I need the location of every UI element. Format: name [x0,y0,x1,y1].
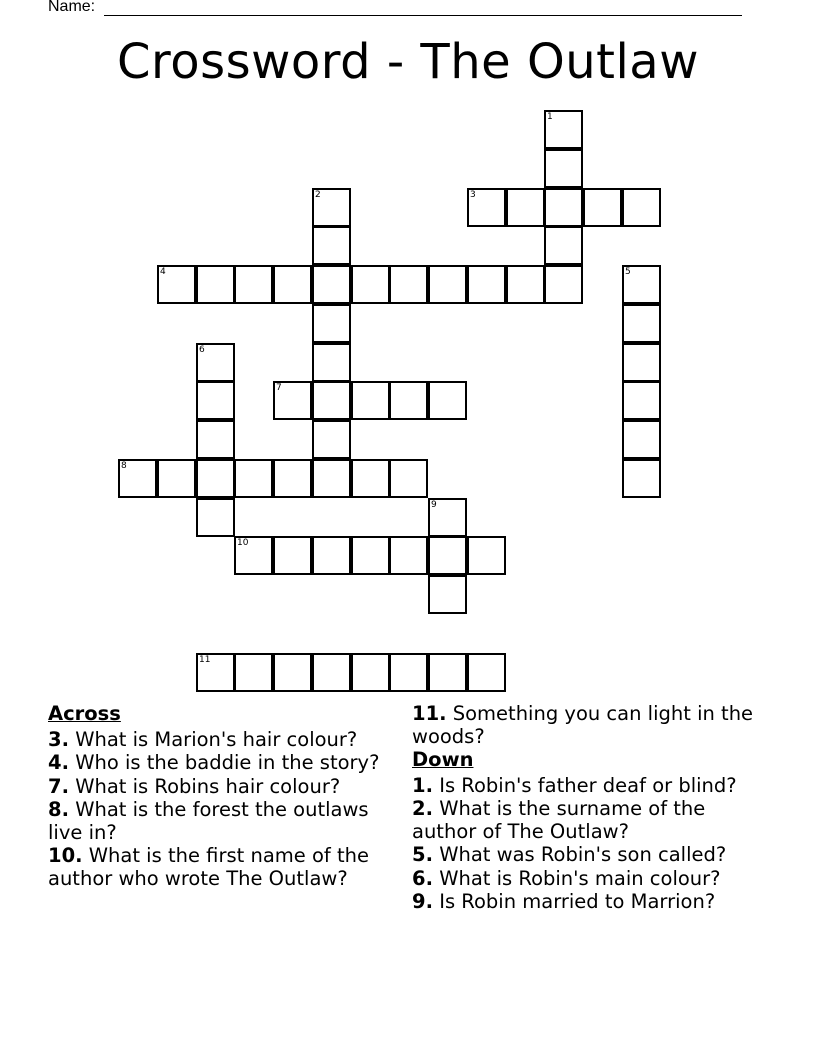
grid-cell[interactable] [544,265,583,304]
cell-number: 9 [431,500,437,510]
grid-cell[interactable] [157,265,196,304]
down-heading: Down [412,748,474,771]
grid-cell[interactable] [351,381,390,420]
grid-cell[interactable] [312,343,351,382]
clues-left-column [48,703,398,891]
clue-text: Something you can light in the woods? [412,702,754,748]
grid-cell[interactable] [544,226,583,265]
grid-cell[interactable] [467,265,506,304]
grid-cell[interactable] [273,381,312,420]
grid-cell[interactable] [312,188,351,227]
grid-cell[interactable] [389,381,428,420]
grid-cell[interactable] [467,536,506,575]
grid-cell[interactable] [544,149,583,188]
clue-number: 4. [48,751,69,774]
grid-cell[interactable] [234,265,273,304]
clue-down [412,775,762,798]
grid-cell[interactable] [234,536,273,575]
across-heading: Across [48,702,121,725]
grid-cell[interactable] [312,304,351,343]
cell-number: 4 [160,267,166,277]
cell-number: 3 [470,190,476,200]
clue-text: Is Robin married to Marrion? [439,890,716,913]
grid-cell[interactable] [583,188,622,227]
grid-cell[interactable] [196,498,235,537]
clue-text: What is the surname of the author of The Outlaw? [412,797,706,843]
grid-cell[interactable] [234,653,273,692]
cell-number: 10 [237,538,249,548]
clue-text: What is Robin's main colour? [439,866,721,890]
grid-cell[interactable] [467,188,506,227]
grid-cell[interactable] [273,265,312,304]
clue-number: 11. [412,702,447,725]
clue-text: Who is the baddie in the story? [75,751,380,774]
clue-across [48,799,398,844]
grid-cell[interactable] [196,265,235,304]
grid-cell[interactable] [196,381,235,420]
clue-text: Is Robin's father deaf or blind? [439,773,737,797]
clue-down [412,891,762,914]
grid-cell[interactable] [428,575,467,614]
grid-cell[interactable] [389,536,428,575]
clue-across [48,776,398,799]
grid-cell[interactable] [622,265,661,304]
grid-cell[interactable] [506,265,545,304]
grid-cell[interactable] [234,459,273,498]
grid-cell[interactable] [273,459,312,498]
grid-cell[interactable] [312,653,351,692]
grid-cell[interactable] [196,653,235,692]
grid-cell[interactable] [196,459,235,498]
cell-number: 8 [121,461,127,471]
clue-number: 9. [412,890,433,913]
grid-cell[interactable] [196,420,235,459]
grid-cell[interactable] [118,459,157,498]
cell-number: 5 [625,267,631,277]
clue-down [412,844,762,867]
clue-across [412,703,762,748]
grid-cell[interactable] [312,381,351,420]
clue-number: 3. [48,727,69,751]
grid-cell[interactable] [622,188,661,227]
clue-text: What was Robin's son called? [439,843,727,866]
clues-right-column [412,703,762,915]
clue-down [412,868,762,891]
clue-number: 8. [48,798,69,821]
cell-number: 6 [199,345,205,355]
cell-number: 2 [315,190,321,200]
cell-number: 7 [276,383,282,393]
grid-cell[interactable] [312,459,351,498]
grid-cell[interactable] [428,653,467,692]
clue-number: 2. [412,797,433,820]
grid-cell[interactable] [351,265,390,304]
grid-cell[interactable] [351,653,390,692]
cell-number: 1 [547,112,553,122]
clue-text: What is the first name of the author who wrote The Outlaw? [48,844,369,890]
grid-cell[interactable] [622,420,661,459]
clue-down [412,798,762,843]
grid-cell[interactable] [544,110,583,149]
clue-number: 10. [48,844,83,867]
grid-cell[interactable] [467,653,506,692]
grid-cell[interactable] [312,420,351,459]
grid-cell[interactable] [196,343,235,382]
grid-cell[interactable] [622,343,661,382]
clue-text: What is Robins hair colour? [75,774,341,798]
grid-cell[interactable] [389,459,428,498]
grid-cell[interactable] [428,265,467,304]
clue-across [48,729,398,752]
grid-cell[interactable] [351,536,390,575]
grid-cell[interactable] [157,459,196,498]
page-title: Crossword - The Outlaw [117,34,699,90]
clue-across [48,752,398,775]
clue-number: 6. [412,866,433,890]
cell-number: 11 [199,655,211,665]
clue-number: 5. [412,843,433,866]
grid-cell[interactable] [622,304,661,343]
clue-number: 1. [412,773,433,797]
grid-cell[interactable] [312,536,351,575]
grid-cell[interactable] [506,188,545,227]
grid-cell[interactable] [273,536,312,575]
grid-cell[interactable] [428,536,467,575]
clue-text: What is the forest the outlaws live in? [48,798,369,844]
grid-cell[interactable] [389,265,428,304]
grid-cell[interactable] [389,653,428,692]
clue-text: What is Marion's hair colour? [75,727,358,751]
grid-cell[interactable] [273,653,312,692]
grid-cell[interactable] [312,226,351,265]
grid-cell[interactable] [622,459,661,498]
grid-cell[interactable] [428,381,467,420]
grid-cell[interactable] [544,188,583,227]
name-label: Name: [48,0,96,15]
clue-number: 7. [48,774,69,798]
grid-cell[interactable] [622,381,661,420]
grid-cell[interactable] [351,459,390,498]
grid-cell[interactable] [428,498,467,537]
grid-cell[interactable] [312,265,351,304]
clue-across [48,845,398,890]
